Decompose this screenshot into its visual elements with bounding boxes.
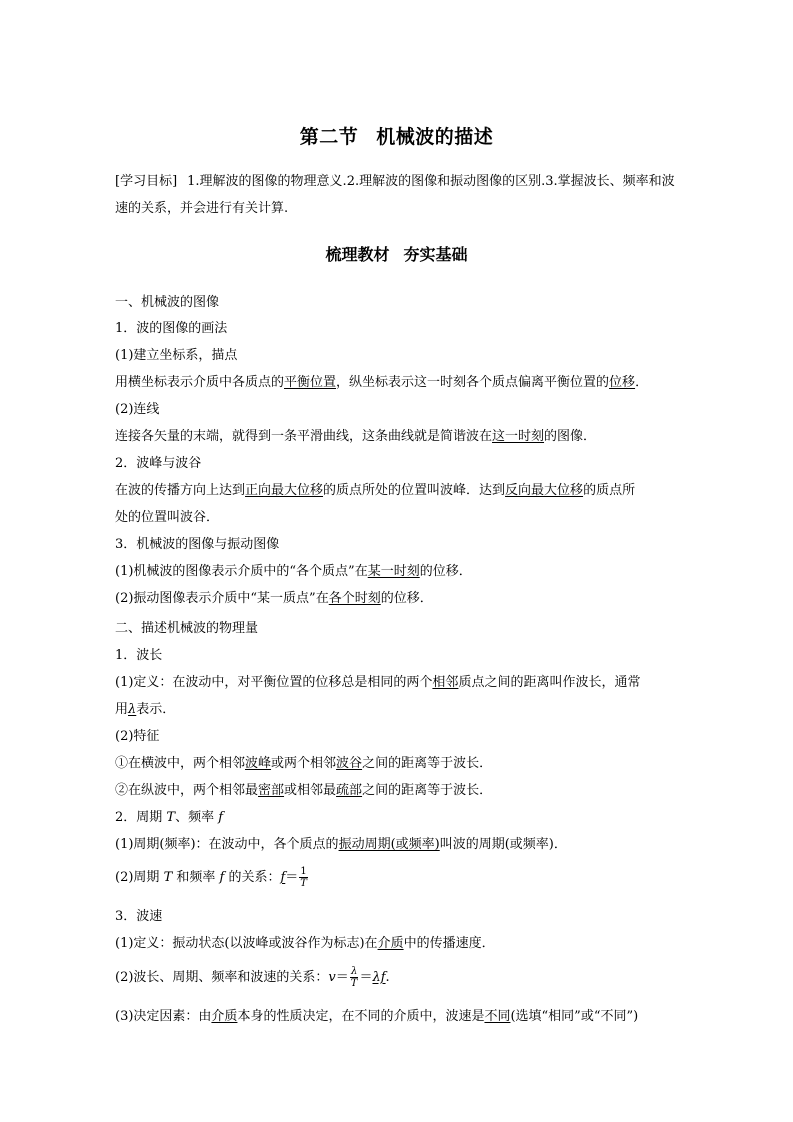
part1-p1: (1)建立坐标系，描点: [115, 348, 238, 363]
objective-text: 1.理解波的图像的物理意义.2.理解波的图像和振动图像的区别.3.掌握波长、频率和波速的关系，并会进行有关计算.: [115, 174, 675, 216]
part2-line9: (3)决定因素：由介质本身的性质决定，在不同的介质中，波速是不同(选填“相同”或“不同”): [115, 1009, 639, 1024]
part1-line1: 用横坐标表示介质中各质点的平衡位置，纵坐标表示这一时刻各个质点偏离平衡位置的位移．: [115, 375, 649, 390]
title-topic: 机械波的描述: [376, 126, 494, 148]
page-title: [0, 122, 793, 149]
part2-line4: ②在纵波中，两个相邻最密部或相邻最疏部之间的距离等于波长．: [115, 783, 493, 798]
part2-line3: ①在横波中，两个相邻波峰或两个相邻波谷之间的距离等于波长．: [115, 756, 493, 771]
part2-line8: (2)波长、周期、频率和波速的关系：v＝ $\frac{\lambda}{T}$ ＝λf.: [115, 966, 390, 989]
part2-line1: (1)定义：在波动中，对平衡位置的位移总是相同的两个相邻质点之间的距离叫作波长，通常: [115, 675, 641, 690]
learning-objectives: [115, 168, 685, 222]
blank-answer: 波谷: [336, 756, 363, 771]
part1-heading: 一、机械波的图像: [115, 295, 220, 310]
blank-answer: 平衡位置: [284, 375, 337, 390]
blank-answer: 密部: [258, 783, 285, 798]
fraction-1-over-T: $\frac{1}{T}$: [300, 866, 307, 889]
blank-answer: 介质: [377, 936, 404, 951]
fraction-lambda-over-T: $\frac{\lambda}{T}$: [350, 966, 358, 989]
part1-h3: 3．机械波的图像与振动图像: [115, 537, 280, 552]
blank-answer: 介质: [211, 1009, 238, 1024]
section-heading: 梳理教材 夯实基础: [325, 245, 468, 264]
blank-answer: 不同: [484, 1009, 511, 1024]
part1-line4: 处的位置叫波谷．: [115, 510, 220, 525]
part1-line3: 在波的传播方向上达到正向最大位移的质点所处的位置叫波峰．达到反向最大位移的质点所: [115, 483, 636, 498]
part2-h3: 3．波速: [115, 909, 163, 924]
blank-answer: 某一时刻: [367, 564, 420, 579]
part1-line2: 连接各矢量的末端，就得到一条平滑曲线，这条曲线就是简谐波在这一时刻的图像．: [115, 429, 597, 444]
part2-heading: 二、描述机械波的物理量: [115, 621, 259, 636]
part2-h1: 1．波长: [115, 648, 163, 663]
blank-answer: 各个时刻: [328, 591, 381, 606]
blank-answer: f: [280, 870, 286, 885]
part2-line6: (2)周期 T 和频率 f 的关系：f＝ $\frac{1}{T}$: [115, 866, 307, 889]
part1-h1: 1．波的图像的画法: [115, 321, 228, 336]
blank-answer: 振动周期(或频率): [338, 837, 440, 852]
blank-answer: 正向最大位移: [245, 483, 324, 498]
blank-answer: 这一时刻: [492, 429, 545, 444]
part2-line2: 用λ表示．: [115, 702, 176, 717]
part2-p2: (2)特征: [115, 729, 160, 744]
part2-h2: 2．周期 T、频率 f: [115, 810, 224, 825]
blank-answer: λ: [128, 702, 137, 717]
objective-tag: [学习目标]: [115, 174, 178, 189]
part2-line5: (1)周期(频率)：在波动中，各个质点的振动周期(或频率)叫波的周期(或频率)．: [115, 837, 567, 852]
title-section-number: 第二节: [299, 126, 359, 148]
blank-answer: 反向最大位移: [505, 483, 584, 498]
blank-answer: 相邻: [432, 675, 459, 690]
part1-p2: (2)连线: [115, 402, 160, 417]
blank-answer: 位移: [609, 375, 636, 390]
part1-h2: 2．波峰与波谷: [115, 456, 202, 471]
part2-line7: (1)定义：振动状态(以波峰或波谷作为标志)在介质中的传播速度．: [115, 936, 495, 951]
blank-answer: 波峰: [245, 756, 272, 771]
part1-line5: (1)机械波的图像表示介质中的“各个质点”在某一时刻的位移．: [115, 564, 472, 579]
part1-line6: (2)振动图像表示介质中“某一质点”在各个时刻的位移．: [115, 591, 433, 606]
blank-answer: λf: [372, 970, 386, 985]
blank-answer: 疏部: [336, 783, 363, 798]
